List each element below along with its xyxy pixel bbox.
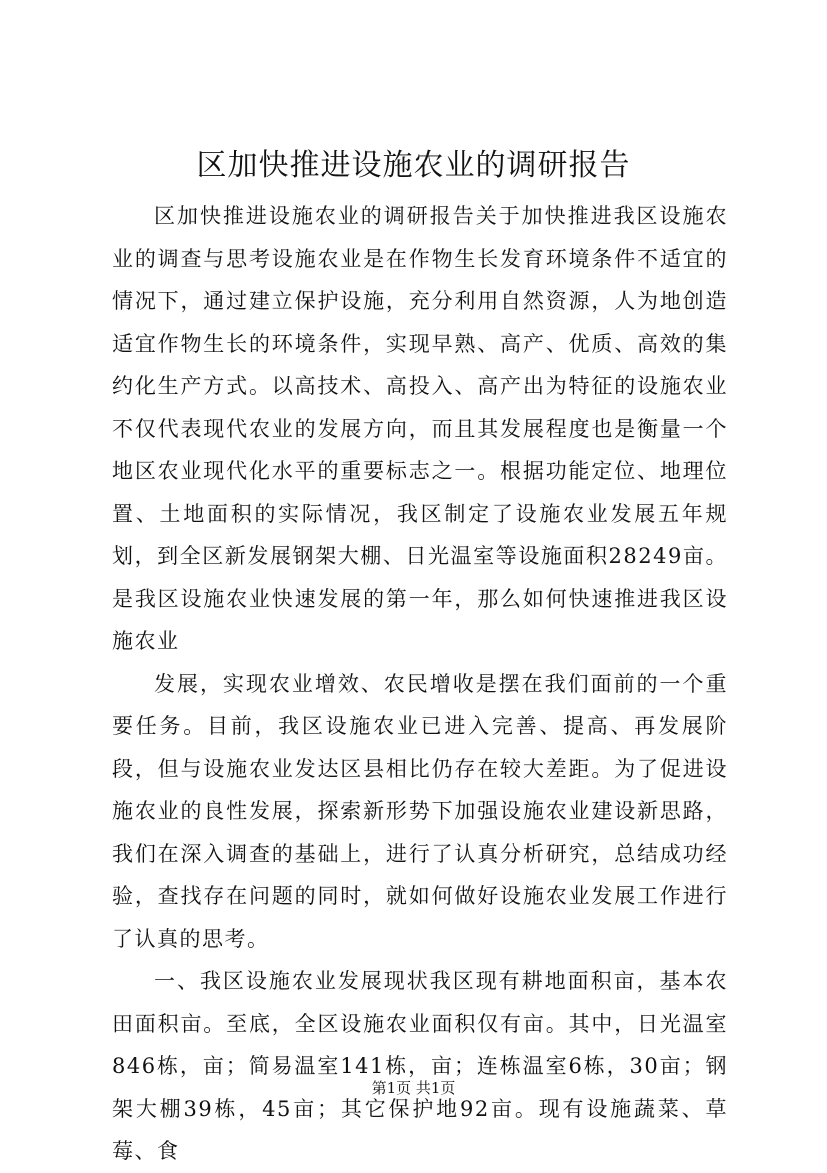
paragraph-3: 一、我区设施农业发展现状我区现有耕地面积亩，基本农田面积亩。至底，全区设施农业面积仅有亩。其中，日光温室846栋，亩；简易温室141栋，亩；连栋温室6栋，30亩；钢架大棚39栋，45亩；其它保护地92亩。现有设施蔬菜、草莓、食 [112,969,728,1163]
document-title: 区加快推进设施农业的调研报告 [196,148,631,183]
page-number: 第1页 共1页 [371,1079,456,1097]
paragraph-2: 发展，实现农业增效、农民增收是摆在我们面前的一个重要任务。目前，我区设施农业已进入完善、提高、再发展阶段，但与设施农业发达区县相比仍存在较大差距。为了促进设施农业的良性发展，探索新形势下加强设施农业建设新思路，我们在深入调查的基础上，进行了认真分析研究，总结成功经验，查找存在问题的同时，就如何做好设施农业发展工作进行了认真的思考。 [112,671,728,951]
paragraph-1: 区加快推进设施农业的调研报告关于加快推进我区设施农业的调查与思考设施农业是在作物生长发育环境条件不适宜的情况下，通过建立保护设施，充分利用自然资源，人为地创造适宜作物生长的环境条件，实现早熟、高产、优质、高效的集约化生产方式。以高技术、高投入、高产出为特征的设施农业不仅代表现代农业的发展方向，而且其发展程度也是衡量一个地区农业现代化水平的重要标志之一。根据功能定位、地理位置、土地面积的实际情况，我区制定了设施农业发展五年规划，到全区新发展钢架大棚、日光温室等设施面积28249亩。是我区设施农业快速发展的第一年，那么如何快速推进我区设施农业 [112,204,728,653]
document-body [112,195,728,1173]
page-footer [0,1078,827,1098]
